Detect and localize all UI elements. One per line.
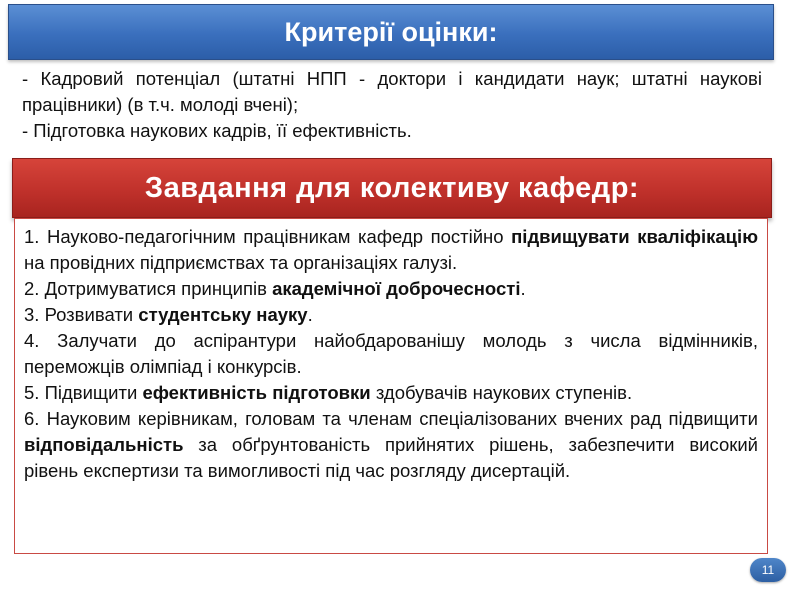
task-4-text: 4. Залучати до аспірантури найобдарованішу молодь з числа відмінників, переможців олімпіад і конкурсів. bbox=[24, 330, 758, 377]
task-5-tail: здобувачів наукових ступенів. bbox=[370, 382, 633, 403]
page-number-badge bbox=[750, 558, 786, 582]
task-5-bold: ефективність підготовки bbox=[142, 382, 371, 403]
tasks-title-banner bbox=[12, 158, 772, 218]
task-6-tail: за обґрунтованість прийнятих рішень, забезпечити високий рівень експертизи та вимогливості під час розгляду дисертацій. bbox=[24, 434, 758, 481]
task-2-bold: академічної доброчесності bbox=[272, 278, 521, 299]
task-3-bold: студентську науку bbox=[138, 304, 308, 325]
task-item-2 bbox=[24, 276, 758, 302]
task-5-text: 5. Підвищити bbox=[24, 382, 143, 403]
criteria-title: Критерії оцінки: bbox=[284, 16, 498, 47]
criteria-text bbox=[22, 66, 762, 144]
task-1-text: 1. Науково-педагогічним працівникам кафедр постійно bbox=[24, 226, 512, 247]
task-2-text: 2. Дотримуватися принципів bbox=[24, 278, 273, 299]
task-item-4 bbox=[24, 328, 758, 380]
criteria-line-1: - Кадровий потенціал (штатні НПП - доктори і кандидати наук; штатні наукові працівники) (в т.ч. молоді вчені); bbox=[22, 68, 762, 115]
task-2-tail: . bbox=[520, 278, 526, 299]
criteria-title-banner bbox=[8, 4, 774, 60]
task-item-5 bbox=[24, 380, 758, 406]
tasks-title: Завдання для колективу кафедр: bbox=[144, 171, 640, 204]
task-6-text: 6. Науковим керівникам, головам та членам спеціалізованих вчених рад підвищити bbox=[24, 408, 758, 429]
tasks-list bbox=[24, 224, 758, 484]
task-item-6 bbox=[24, 406, 758, 484]
task-item-1 bbox=[24, 224, 758, 276]
task-6-bold: відповідальність bbox=[24, 434, 184, 455]
criteria-line-2: - Підготовка наукових кадрів, її ефективність. bbox=[22, 120, 412, 141]
task-1-bold: підвищувати кваліфікацію bbox=[511, 226, 758, 247]
task-3-tail: . bbox=[307, 304, 313, 325]
task-3-text: 3. Розвивати bbox=[24, 304, 139, 325]
page-number: 11 bbox=[761, 563, 775, 577]
task-1-tail: на провідних підприємствах та організаціях галузі. bbox=[24, 252, 458, 273]
task-item-3 bbox=[24, 302, 758, 328]
